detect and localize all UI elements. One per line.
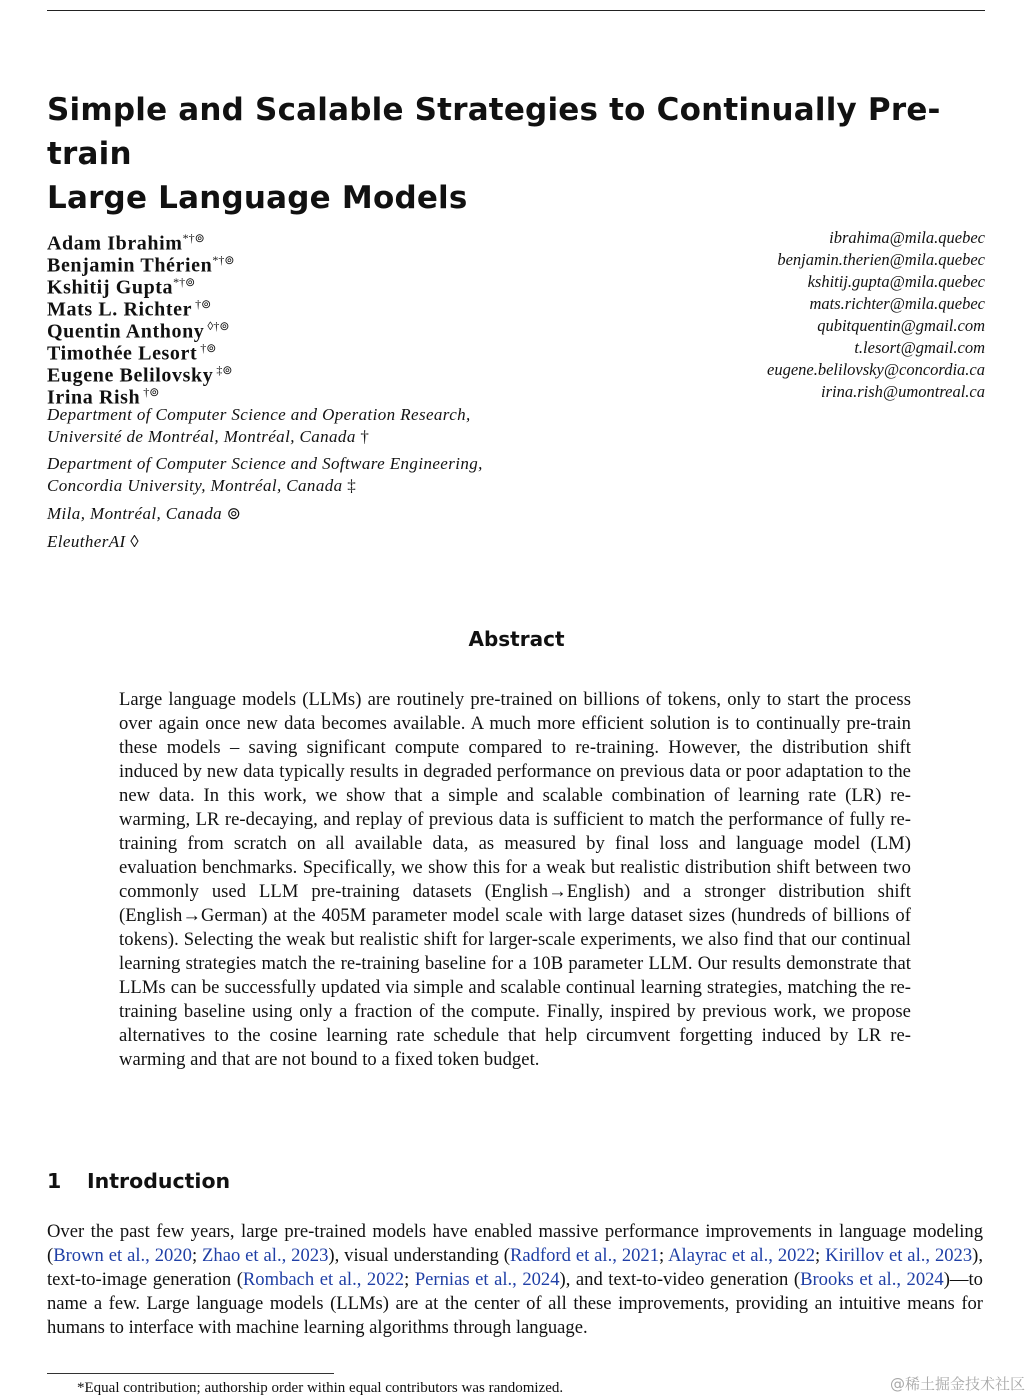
author-marks: †⊚ [197,341,217,355]
author-marks: *†⊚ [212,253,235,267]
author-marks: ‡⊚ [213,363,233,377]
title-line-1: Simple and Scalable Strategies to Continually Pre-train [47,92,941,172]
author-name: Benjamin Thérien*†⊚ [47,253,235,277]
author-email[interactable]: t.lesort@gmail.com [854,338,985,357]
author-row [47,359,985,387]
author-marks: †⊚ [192,297,212,311]
citation-link[interactable]: Alayrac et al., 2022 [668,1245,816,1266]
affiliation-eleutherai: EleutherAI ◊ [47,532,140,551]
introduction-paragraph: Over the past few years, large pre-trained models have enabled massive performance improvements in language modeling (Brown et al., 2020; Zhao et al., 2023), visual understanding (Radford et al., 2021; Alayrac et al., 2022; Kirillov et al., 2023), text-to-image generation (Rombach et al., 2022; Pernias et al., 2024), and text-to-video generation (Brooks et al., 2024)—to name a few. Large language models (LLMs) are at the center of all these improvements, providing an intuitive means for humans to interface with machine learning algorithms through language. [47,1221,983,1338]
abstract-heading: Abstract [468,627,565,651]
author-name: Quentin Anthony ◊†⊚ [47,319,230,343]
abstract-text: Large language models (LLMs) are routinely pre-trained on billions of tokens, only to start the process over again once new data becomes available. A much more efficient solution is to continually pre-train these models – saving significant compute compared to re-training. However, the distribution shift induced by new data typically results in degraded performance on previous data or poor adaptation to the new data. In this work, we show that a simple and scalable combination of learning rate (LR) re-warming, LR re-decaying, and replay of previous data is sufficient to match the performance of fully re-training from scratch on all available data, as measured by final loss and language model (LM) evaluation benchmarks. Specifically, we show this for a weak but realistic distribution shift between two commonly used LLM pre-training datasets (English→English) and a stronger distribution shift (English→German) at the 405M parameter model scale with large dataset sizes (hundreds of billions of tokens). Selecting the weak but realistic shift for larger-scale experiments, we also find that our continual learning strategies match the re-training baseline for a 10B parameter LLM. Our results demonstrate that LLMs can be successfully updated via simple and scalable continual learning strategies, matching the re-training baseline using only a fraction of the compute. Finally, inspired by previous work, we propose alternatives to the cosine learning rate schedule that help circumvent forgetting induced by LR re-warming and that are not bound to a fixed token budget. [119,689,911,1070]
affiliation-symbol: † [360,427,370,446]
author-row [47,315,985,343]
author-row [47,293,985,321]
affiliation-symbol: ◊ [130,532,140,551]
citation-link[interactable]: Radford et al., 2021 [509,1245,660,1266]
author-email[interactable]: irina.rish@umontreal.ca [821,382,985,401]
citation-link[interactable]: Brooks et al., 2024 [800,1269,944,1290]
author-email[interactable]: mats.richter@mila.quebec [809,294,985,313]
author-name: Kshitij Gupta*†⊚ [47,275,196,299]
paper-title [47,88,947,220]
citation-link[interactable]: Kirillov et al., 2023 [825,1245,973,1266]
author-marks: †⊚ [140,385,160,399]
title-line-2: Large Language Models [47,180,468,216]
watermark: @稀土掘金技术社区 [889,1375,1025,1393]
affiliation-symbol: ‡ [347,476,357,495]
citation-link[interactable]: Brown et al., 2020 [53,1245,192,1266]
author-email[interactable]: kshitij.gupta@mila.quebec [807,272,985,291]
author-name: Mats L. Richter †⊚ [47,297,212,321]
author-row [47,227,985,255]
author-row [47,381,985,409]
affiliation-udem: Department of Computer Science and Operation Research, Université de Montréal, Montréal, Canada † [47,405,471,446]
section-number: 1 [47,1169,62,1193]
author-row [47,271,985,299]
citation-link[interactable]: Zhao et al., 2023 [202,1245,329,1266]
author-marks: *†⊚ [182,231,205,245]
citation-link[interactable]: Rombach et al., 2022 [242,1269,405,1290]
author-email[interactable]: qubitquentin@gmail.com [817,316,985,335]
author-row [47,337,985,365]
author-row [47,249,985,277]
author-name: Eugene Belilovsky ‡⊚ [47,363,233,387]
section-heading-introduction [47,1166,230,1196]
author-marks: *†⊚ [173,275,196,289]
author-name: Adam Ibrahim*†⊚ [47,231,205,255]
author-email[interactable]: benjamin.therien@mila.quebec [777,250,985,269]
footnote: *Equal contribution; authorship order within equal contributors was randomized. [77,1380,564,1396]
footnote-rule [47,1373,334,1374]
author-email[interactable]: ibrahima@mila.quebec [829,228,985,247]
top-rule [47,10,985,11]
section-title: Introduction [87,1169,231,1193]
author-name: Irina Rish †⊚ [47,385,160,409]
affiliation-mila: Mila, Montréal, Canada ⊚ [47,504,242,523]
citation-link[interactable]: Pernias et al., 2024 [414,1269,560,1290]
affiliation-symbol: ⊚ [226,504,242,523]
author-marks: ◊†⊚ [204,319,230,333]
author-email[interactable]: eugene.belilovsky@concordia.ca [767,360,985,379]
author-name: Timothée Lesort †⊚ [47,341,217,365]
affiliation-concordia: Department of Computer Science and Software Engineering, Concordia University, Montréal, Canada ‡ [47,454,483,495]
